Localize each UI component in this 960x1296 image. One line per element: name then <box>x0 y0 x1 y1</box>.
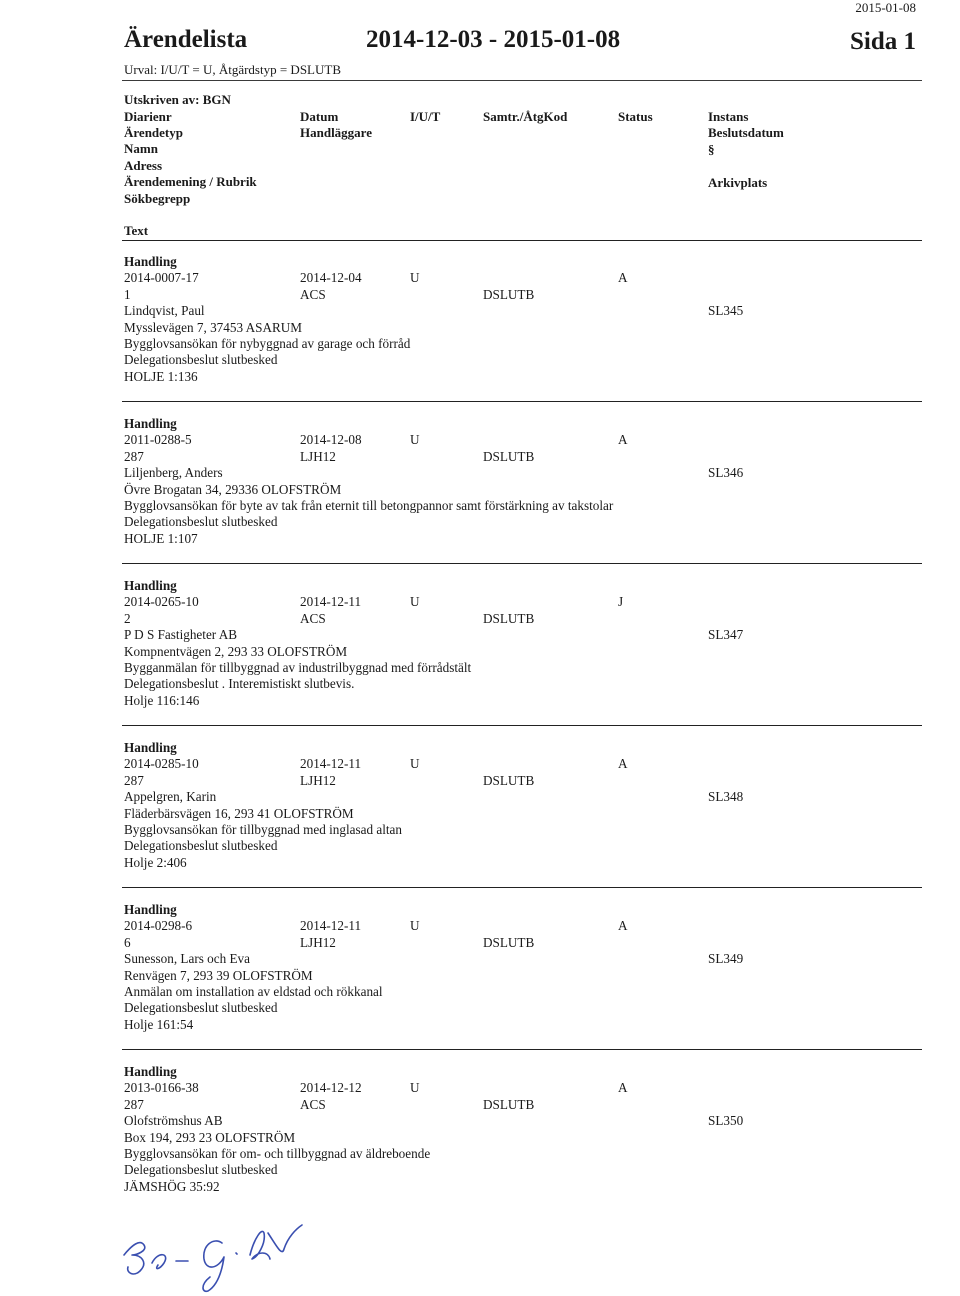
record-datum: 2014-12-04 <box>300 270 362 285</box>
record-atgkod: DSLUTB <box>483 287 535 302</box>
header-divider <box>122 80 922 81</box>
record-divider <box>122 725 922 726</box>
record-heading: Handling <box>124 578 177 593</box>
record-sokbegrepp: Holje 161:54 <box>124 1017 194 1032</box>
legend-rubrik: Ärendemening / Rubrik <box>124 174 257 189</box>
record-status: A <box>618 1080 628 1095</box>
record-diarienr: 2014-0285-10 <box>124 756 199 771</box>
legend-status: Status <box>618 109 653 124</box>
printed-by: Utskriven av: BGN <box>124 92 231 107</box>
legend-sokbegrepp: Sökbegrepp <box>124 191 191 206</box>
legend-text: Text <box>124 223 149 238</box>
record-namn: Sunesson, Lars och Eva <box>124 951 250 966</box>
record-adress: Kompnentvägen 2, 293 33 OLOFSTRÖM <box>124 644 348 659</box>
legend-instans: Instans <box>708 109 749 124</box>
record-namn: Liljenberg, Anders <box>124 465 223 480</box>
record-text: Delegationsbeslut . Interemistiskt slutbevis. <box>124 676 355 691</box>
legend-iut: I/U/T <box>410 109 441 124</box>
record-6 <box>0 1064 960 1214</box>
record-sokbegrepp: HOLJE 1:107 <box>124 531 198 546</box>
record-datum: 2014-12-11 <box>300 918 362 933</box>
record-rubrik: Bygglovsansökan för tillbyggnad med inglasad altan <box>124 822 402 837</box>
record-diarienr: 2014-0298-6 <box>124 918 193 933</box>
record-handlaggare: LJH12 <box>300 773 336 788</box>
record-heading: Handling <box>124 902 177 917</box>
record-adress: Renvägen 7, 293 39 OLOFSTRÖM <box>124 968 313 983</box>
report-title: Ärendelista <box>124 26 248 53</box>
record-iut: U <box>410 1080 420 1095</box>
record-divider <box>122 887 922 888</box>
legend-paragraph: § <box>708 142 715 157</box>
record-namn: Lindqvist, Paul <box>124 303 205 318</box>
record-namn: Appelgren, Karin <box>124 789 217 804</box>
record-arkivplats: SL345 <box>708 303 744 318</box>
legend-beslutsdatum: Beslutsdatum <box>708 125 784 140</box>
handwritten-signature <box>118 1215 318 1295</box>
record-status: A <box>618 918 628 933</box>
record-arkivplats: SL349 <box>708 951 744 966</box>
record-4 <box>0 740 960 890</box>
record-adress: Övre Brogatan 34, 29336 OLOFSTRÖM <box>124 482 342 497</box>
record-status: A <box>618 756 628 771</box>
record-handlaggare: LJH12 <box>300 935 336 950</box>
record-arendetyp: 287 <box>124 449 144 464</box>
record-status: J <box>618 594 624 609</box>
record-1 <box>0 254 960 404</box>
page-number: Sida 1 <box>849 28 916 55</box>
record-divider <box>122 401 922 402</box>
record-text: Delegationsbeslut slutbesked <box>124 352 278 367</box>
record-text: Delegationsbeslut slutbesked <box>124 838 278 853</box>
record-adress: Fläderbärsvägen 16, 293 41 OLOFSTRÖM <box>124 806 354 821</box>
record-5 <box>0 902 960 1052</box>
record-heading: Handling <box>124 1064 177 1079</box>
record-namn: P D S Fastigheter AB <box>124 627 238 642</box>
legend-samtr-atgkod: Samtr./ÅtgKod <box>483 109 568 124</box>
record-handlaggare: ACS <box>300 611 326 626</box>
record-datum: 2014-12-11 <box>300 594 362 609</box>
record-atgkod: DSLUTB <box>483 449 535 464</box>
record-datum: 2014-12-11 <box>300 756 362 771</box>
legend-datum: Datum <box>300 109 339 124</box>
record-text: Delegationsbeslut slutbesked <box>124 514 278 529</box>
report-period: 2014-12-03 - 2015-01-08 <box>366 26 621 53</box>
record-atgkod: DSLUTB <box>483 611 535 626</box>
record-heading: Handling <box>124 416 177 431</box>
record-arkivplats: SL350 <box>708 1113 744 1128</box>
record-iut: U <box>410 594 420 609</box>
record-atgkod: DSLUTB <box>483 935 535 950</box>
record-text: Delegationsbeslut slutbesked <box>124 1162 278 1177</box>
record-atgkod: DSLUTB <box>483 1097 535 1112</box>
legend-handlaggare: Handläggare <box>300 125 372 140</box>
record-arendetyp: 287 <box>124 773 144 788</box>
record-namn: Olofströmshus AB <box>124 1113 223 1128</box>
record-divider <box>122 1049 922 1050</box>
legend-arendetyp: Ärendetyp <box>124 125 183 140</box>
legend-arkivplats: Arkivplats <box>708 175 768 190</box>
record-datum: 2014-12-12 <box>300 1080 362 1095</box>
record-arendetyp: 2 <box>124 611 131 626</box>
record-atgkod: DSLUTB <box>483 773 535 788</box>
record-diarienr: 2014-0007-17 <box>124 270 199 285</box>
record-handlaggare: ACS <box>300 287 326 302</box>
record-sokbegrepp: HOLJE 1:136 <box>124 369 198 384</box>
record-rubrik: Bygganmälan för tillbyggnad av industrilbyggnad med förrådstält <box>124 660 472 675</box>
record-3 <box>0 578 960 728</box>
selection-criteria: Urval: I/U/T = U, Åtgärdstyp = DSLUTB <box>124 62 341 77</box>
record-iut: U <box>410 918 420 933</box>
record-arkivplats: SL348 <box>708 789 744 804</box>
record-handlaggare: LJH12 <box>300 449 336 464</box>
legend-diarienr: Diarienr <box>124 109 172 124</box>
record-diarienr: 2013-0166-38 <box>124 1080 199 1095</box>
record-diarienr: 2014-0265-10 <box>124 594 199 609</box>
record-adress: Box 194, 293 23 OLOFSTRÖM <box>124 1130 296 1145</box>
record-rubrik: Bygglovsansökan för nybyggnad av garage och förråd <box>124 336 411 351</box>
record-arendetyp: 1 <box>124 287 131 302</box>
record-iut: U <box>410 432 420 447</box>
record-datum: 2014-12-08 <box>300 432 362 447</box>
record-arendetyp: 287 <box>124 1097 144 1112</box>
record-divider <box>122 563 922 564</box>
record-heading: Handling <box>124 740 177 755</box>
record-sokbegrepp: JÄMSHÖG 35:92 <box>124 1179 220 1194</box>
record-handlaggare: ACS <box>300 1097 326 1112</box>
record-arkivplats: SL346 <box>708 465 744 480</box>
record-text: Delegationsbeslut slutbesked <box>124 1000 278 1015</box>
record-rubrik: Anmälan om installation av eldstad och rökkanal <box>124 984 383 999</box>
record-status: A <box>618 432 628 447</box>
record-heading: Handling <box>124 254 177 269</box>
record-sokbegrepp: Holje 116:146 <box>124 693 200 708</box>
record-2 <box>0 416 960 566</box>
record-diarienr: 2011-0288-5 <box>124 432 192 447</box>
legend-divider <box>122 240 922 241</box>
legend-adress: Adress <box>124 158 163 173</box>
record-arkivplats: SL347 <box>708 627 744 642</box>
run-date: 2015-01-08 <box>855 0 916 15</box>
record-arendetyp: 6 <box>124 935 131 950</box>
record-iut: U <box>410 756 420 771</box>
legend-namn: Namn <box>124 141 158 156</box>
record-rubrik: Bygglovsansökan för om- och tillbyggnad av äldreboende <box>124 1146 431 1161</box>
record-sokbegrepp: Holje 2:406 <box>124 855 187 870</box>
record-status: A <box>618 270 628 285</box>
signature-mark <box>118 1215 318 1295</box>
record-rubrik: Bygglovsansökan för byte av tak från eternit till betongpannor samt förstärkning av takstolar <box>124 498 614 513</box>
record-adress: Mysslevägen 7, 37453 ASARUM <box>124 320 303 335</box>
record-iut: U <box>410 270 420 285</box>
